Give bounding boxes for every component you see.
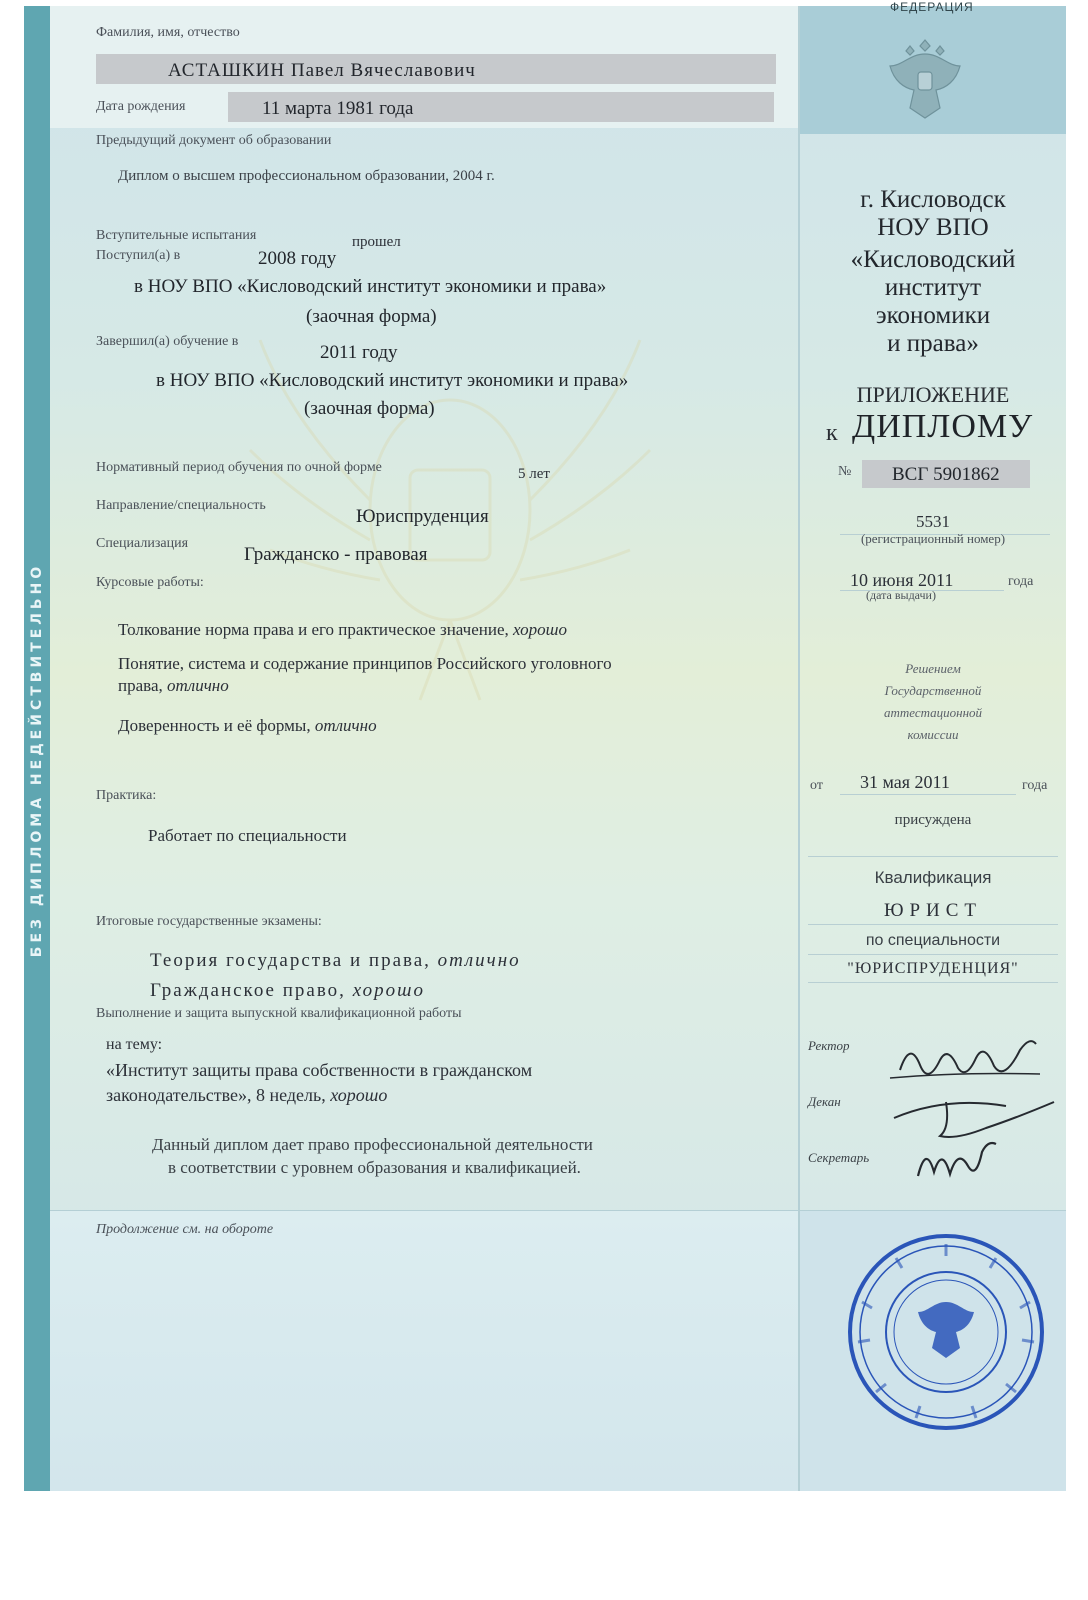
admitted-label: Поступил(а) в	[96, 248, 181, 263]
org-line: и права»	[887, 330, 979, 357]
specialty: "ЮРИСПРУДЕНЦИЯ"	[847, 960, 1019, 977]
completed-form: (заочная форма)	[304, 398, 435, 419]
decision-line: Решением	[905, 661, 961, 676]
diploma-title: ДИПЛОМУ	[852, 408, 1034, 445]
admitted-form: (заочная форма)	[306, 306, 437, 327]
thesis-line: законодательстве», 8 недель,	[106, 1085, 326, 1105]
entrance-value: прошел	[352, 234, 401, 250]
header-fragment: ФЕДЕРАЦИЯ	[890, 0, 974, 14]
specialization-value: Гражданско - правовая	[244, 544, 428, 565]
period-label: Нормативный период обучения по очной форме	[96, 460, 382, 475]
to-word: к	[826, 420, 838, 446]
completed-year: 2011 году	[320, 342, 398, 363]
exam-title: Гражданское право,	[150, 980, 346, 1001]
coursework-label: Курсовые работы:	[96, 575, 204, 590]
divider	[808, 924, 1058, 925]
exam-title: Теория государства и права,	[150, 950, 431, 971]
direction-label: Направление/специальность	[96, 498, 266, 513]
decision-date: 31 мая 2011	[860, 772, 950, 792]
qualification-label: Квалификация	[874, 868, 992, 887]
birth-label: Дата рождения	[96, 99, 186, 114]
exam-item	[150, 950, 521, 972]
rector-label: Ректор	[808, 1038, 850, 1053]
prev-doc-label: Предыдущий документ об образовании	[96, 133, 332, 148]
coursework-item: Понятие, система и содержание принципов Российского уголовного	[118, 654, 612, 673]
secretary-label: Секретарь	[808, 1150, 870, 1165]
coursework-title: права,	[118, 676, 163, 695]
admitted-institution: в НОУ ВПО «Кисловодский институт экономики и права»	[134, 276, 607, 297]
coursework-item	[118, 620, 567, 640]
issue-year-word: года	[1008, 574, 1034, 589]
reg-number: 5531	[916, 512, 950, 531]
coursework-grade: отлично	[314, 716, 377, 735]
period-value: 5 лет	[518, 466, 550, 482]
org-line: институт	[884, 274, 982, 301]
completed-institution: в НОУ ВПО «Кисловодский институт экономики и права»	[156, 370, 629, 391]
fio-label: Фамилия, имя, отчество	[96, 25, 240, 40]
rights-line: Данный диплом дает право профессиональной деятельности	[152, 1135, 593, 1154]
from-word: от	[810, 778, 823, 793]
coursework-item-cont	[118, 676, 229, 696]
decision-year-word: года	[1022, 778, 1048, 793]
exam-grade: отлично	[437, 950, 521, 971]
org-line: «Кисловодский	[850, 246, 1016, 273]
thesis-line-cont	[106, 1085, 387, 1106]
secretary-signature	[912, 1136, 1002, 1186]
thesis-label: Выполнение и защита выпускной квалификационной работы	[96, 1006, 462, 1021]
issue-date: 10 июня 2011	[850, 570, 954, 590]
org-line: НОУ ВПО	[877, 214, 989, 241]
rights-line: в соответствии с уровнем образования и квалификацией.	[168, 1158, 581, 1177]
thesis-grade: хорошо	[330, 1085, 388, 1105]
divider	[808, 856, 1058, 857]
direction-value: Юриспруденция	[356, 506, 489, 527]
fio-value: АСТАШКИН Павел Вячеславович	[168, 60, 476, 81]
divider	[808, 982, 1058, 983]
decision-line: аттестационной	[883, 705, 983, 720]
prev-doc-value: Диплом о высшем профессиональном образовании, 2004 г.	[118, 168, 495, 184]
exam-grade: хорошо	[352, 980, 425, 1001]
appendix-title: ПРИЛОЖЕНИЕ	[856, 382, 1010, 407]
thesis-topic-label: на тему:	[106, 1036, 163, 1053]
qualification: ЮРИСТ	[883, 900, 983, 921]
divider	[808, 954, 1058, 955]
reg-caption: (регистрационный номер)	[860, 531, 1006, 546]
coursework-title: Толкование норма права и его практическое значение,	[118, 620, 509, 639]
double-headed-eagle-icon	[880, 26, 970, 126]
practice-label: Практика:	[96, 788, 157, 803]
rector-signature	[880, 1030, 1050, 1090]
dean-label: Декан	[808, 1094, 841, 1109]
decision-line: комиссии	[907, 727, 959, 742]
completed-label: Завершил(а) обучение в	[96, 334, 239, 349]
official-seal-icon	[846, 1232, 1046, 1432]
org-line: экономики	[875, 302, 991, 329]
awarded: присуждена	[894, 812, 972, 828]
city: г. Кисловодск	[860, 186, 1006, 213]
divider	[840, 794, 1016, 795]
issue-caption: (дата выдачи)	[866, 588, 936, 602]
thesis-line: «Институт защиты права собственности в гражданском	[106, 1060, 533, 1080]
side-strip-text: БЕЗ ДИПЛОМА НЕДЕЙСТВИТЕЛЬНО	[29, 562, 45, 958]
diploma-number: ВСГ 5901862	[892, 464, 1000, 485]
birth-value: 11 марта 1981 года	[262, 98, 414, 119]
continuation-note: Продолжение см. на обороте	[96, 1222, 274, 1237]
number-sign: №	[838, 464, 852, 479]
coursework-grade: хорошо	[513, 620, 567, 639]
exam-item	[150, 980, 425, 1002]
coursework-title: Доверенность и её формы,	[118, 716, 311, 735]
coursework-grade: отлично	[167, 676, 229, 695]
practice-value: Работает по специальности	[148, 826, 347, 845]
specialization-label: Специализация	[96, 536, 189, 551]
by-specialty: по специальности	[865, 932, 1001, 949]
exams-label: Итоговые государственные экзамены:	[96, 914, 322, 929]
coursework-item	[118, 716, 377, 736]
admitted-year: 2008 году	[258, 248, 337, 269]
decision-line: Государственной	[884, 683, 982, 698]
entrance-label: Вступительные испытания	[96, 228, 257, 243]
